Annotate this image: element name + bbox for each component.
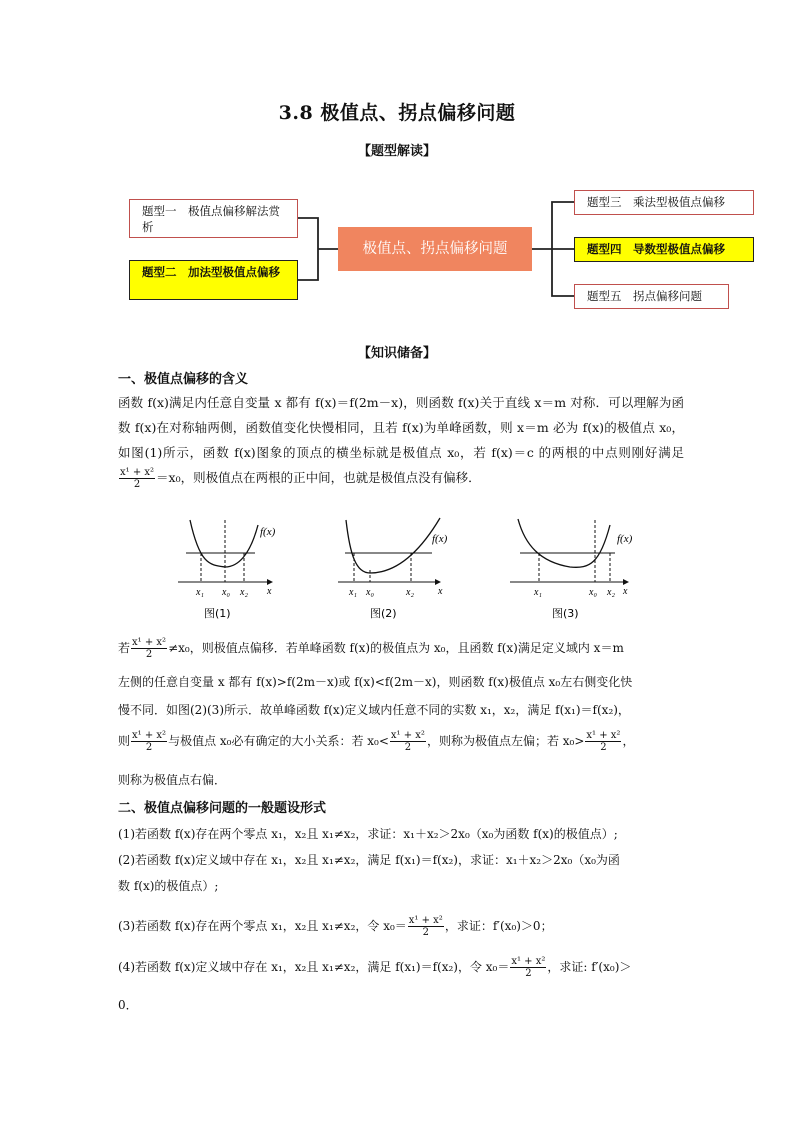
item-2-line-2: 数 f(x)的极值点）; bbox=[118, 879, 219, 893]
mindmap-node-type-2: 题型二 加法型极值点偏移 bbox=[129, 260, 298, 300]
figure-3-x2: x₂ bbox=[607, 587, 615, 598]
figure-3-x1: x₁ bbox=[534, 587, 542, 598]
section-reading-heading: 【题型解读】 bbox=[357, 144, 436, 159]
figure-1-graph bbox=[178, 520, 276, 598]
fraction-midpoint: $\frac{\text{x¹ + x²}}{2}$ bbox=[586, 730, 621, 753]
figure-1-x0: x₀ bbox=[222, 587, 230, 598]
figure-2-graph bbox=[338, 518, 448, 598]
figure-1-x-axis-label: x bbox=[267, 586, 272, 597]
figure-1-x2: x₂ bbox=[240, 587, 248, 598]
item-1: (1)若函数 f(x)存在两个零点 x₁，x₂且 x₁≠x₂，求证：x₁＋x₂＞2x₀（x₀为函数 f(x)的极值点）; bbox=[118, 827, 618, 841]
item-2-line-1: (2)若函数 f(x)定义域中存在 x₁，x₂且 x₁≠x₂，满足 f(x₁)＝f(x₂)，求证：x₁＋x₂＞2x₀（x₀为函 bbox=[118, 853, 620, 867]
mindmap-node-type-4: 题型四 导数型极值点偏移 bbox=[574, 237, 754, 262]
fraction-midpoint: $\frac{\text{x¹ + x²}}{2}$ bbox=[390, 730, 425, 753]
figure-3-x-axis-label: x bbox=[623, 586, 628, 597]
figure-2-x1: x₁ bbox=[349, 587, 357, 598]
left-connector bbox=[298, 218, 318, 280]
item-3: (3)若函数 f(x)存在两个零点 x₁，x₂且 x₁≠x₂，令 x₀＝ $\frac{\text{x¹ + x²}}{2}$ ，求证：f′(x₀)＞0； bbox=[118, 915, 553, 938]
item-4-line-1: (4)若函数 f(x)定义域中存在 x₁，x₂且 x₁≠x₂，满足 f(x₁)＝f(x₂)，令 x₀＝ $\frac{\text{x¹ + x²}}{2}$ ，求证: f′(x₀)＞ bbox=[118, 956, 632, 979]
figure-2-caption: 图(2) bbox=[370, 607, 397, 620]
paragraph-offset-line-2: 左侧的任意自变量 x 都有 f(x)>f(2m－x)或 f(x)<f(2m－x)，则函数 f(x)极值点 x₀左右侧变化快 bbox=[118, 675, 633, 689]
fraction-midpoint: $\frac{\text{x¹ + x²}}{2}$ bbox=[132, 730, 167, 753]
figure-2-x2: x₂ bbox=[406, 587, 414, 598]
fraction-midpoint: $\frac{\text{x¹ + x²}}{2}$ bbox=[132, 637, 167, 660]
figure-1-x1: x₁ bbox=[196, 587, 204, 598]
heading-general-forms: 二、极值点偏移问题的一般题设形式 bbox=[118, 801, 327, 816]
paragraph-meaning-text-b: ＝x₀，则极值点在两根的正中间，也就是极值点没有偏移． bbox=[156, 470, 481, 485]
mindmap-node-type-5: 题型五 拐点偏移问题 bbox=[574, 284, 729, 309]
item-4-line-2: 0． bbox=[118, 998, 138, 1012]
paragraph-offset-line-3: 慢不同．如图(2)(3)所示．故单峰函数 f(x)定义域内任意不同的实数 x₁，x₂，满足 f(x₁)＝f(x₂)， bbox=[118, 703, 630, 717]
mindmap-node-type-3: 题型三 乘法型极值点偏移 bbox=[574, 190, 754, 215]
figure-1-fx-label: f(x) bbox=[260, 526, 276, 538]
paragraph-meaning-text-a: 函数 f(x)满足内任意自变量 x 都有 f(x)＝f(2m－x)，则函数 f(x)关于直线 x＝m 对称．可以理解为函数 f(x)在对称轴两侧，函数值变化快慢相同，且若 f(x)为单峰函数，则 x＝m 必为 f(x)的极值点 x₀，如图(1)所示，函数 f(x)图象的顶点的横坐标就是极值点 x₀，若 f(x)＝c 的两根的中点则刚好满足 bbox=[118, 395, 684, 460]
paragraph-meaning bbox=[118, 390, 684, 490]
figure-3-fx-label: f(x) bbox=[617, 533, 633, 545]
page-title: 3.8 极值点、拐点偏移问题 bbox=[278, 102, 516, 124]
mindmap-center-node: 极值点、拐点偏移问题 bbox=[338, 227, 532, 271]
paragraph-offset-line-5: 则称为极值点右偏． bbox=[118, 773, 227, 787]
figure-2-x0: x₀ bbox=[366, 587, 374, 598]
mindmap-node-type-1: 题型一 极值点偏移解法赏析 bbox=[129, 199, 298, 238]
figure-1-caption: 图(1) bbox=[204, 607, 231, 620]
mindmap bbox=[0, 0, 794, 330]
heading-meaning: 一、极值点偏移的含义 bbox=[118, 372, 249, 387]
figure-3-caption: 图(3) bbox=[552, 607, 579, 620]
fraction-midpoint: $\frac{\text{x¹ + x²}}{2}$ bbox=[120, 467, 155, 490]
paragraph-offset-line-1: 若 $\frac{\text{x¹ + x²}}{2}$ ≠x₀，则极值点偏移．若单峰函数 f(x)的极值点为 x₀，且函数 f(x)满足定义域内 x＝m bbox=[118, 637, 624, 660]
fraction-midpoint: $\frac{\text{x¹ + x²}}{2}$ bbox=[408, 915, 443, 938]
figure-3-graph bbox=[510, 519, 633, 598]
figures-graphs bbox=[170, 515, 640, 625]
figure-3-x0: x₀ bbox=[589, 587, 597, 598]
figure-2-fx-label: f(x) bbox=[432, 533, 448, 545]
fraction-midpoint: $\frac{\text{x¹ + x²}}{2}$ bbox=[511, 956, 546, 979]
figure-2-x-axis-label: x bbox=[438, 586, 443, 597]
paragraph-offset-line-4: 则 $\frac{\text{x¹ + x²}}{2}$ 与极值点 x₀必有确定的大小关系：若 x₀< $\frac{\text{x¹ + x²}}{2}$ ，则称为极值点左偏；若 x₀> $\frac{\text{x¹ + x²}}{2}$ ， bbox=[118, 730, 635, 753]
section-knowledge-heading: 【知识储备】 bbox=[357, 346, 436, 361]
mindmap-connectors bbox=[0, 0, 794, 330]
